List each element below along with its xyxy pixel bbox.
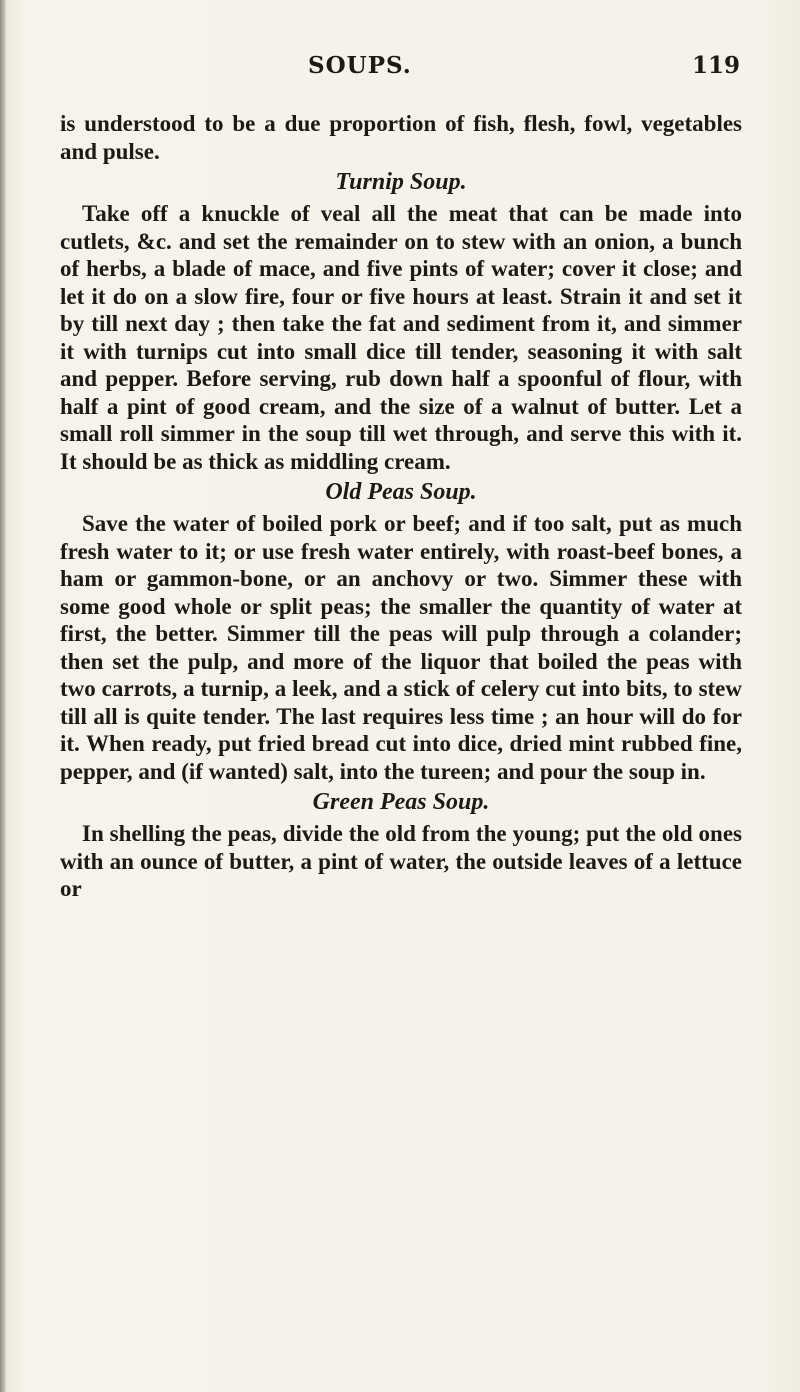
section-title-green-peas-soup: Green Peas Soup. [312,789,490,815]
intro-paragraph: is understood to be a due proportion of fish, flesh, fowl, vegetables and pulse. [60,111,742,164]
page-text [60,110,742,903]
page-number: 119 [691,52,740,79]
section-title-old-peas-soup: Old Peas Soup. [325,479,477,505]
section-text-green-peas-soup: In shelling the peas, divide the old from the young; put the old ones with an ounce of butter, a pint of water, the outside leaves of a lettuce or [60,821,742,901]
running-head [60,52,740,92]
section-text-turnip-soup: Take off a knuckle of veal all the meat that can be made into cutlets, &c. and set the remainder on to stew with an onion, a bunch of herbs, a blade of mace, and five pints of water; cover it close; and let it do on a slow fire, four or five hours at least. Strain it and set it by till next day ; then take the fat and sediment from it, and simmer it with turnips cut into small dice till tender, seasoning it with salt and pepper. Before serving, rub down half a spoonful of flour, with half a pint of good cream, and the size of a walnut of butter. Let a small roll simmer in the soup till wet through, and serve this with it. It should be as thick as middling cream. [60,201,742,474]
section-title-turnip-soup: Turnip Soup. [335,169,467,195]
running-title: SOUPS. [308,52,412,79]
page-binding-edge [0,0,6,1392]
section-text-old-peas-soup: Save the water of boiled pork or beef; and if too salt, put as much fresh water to it; or use fresh water entirely, with roast-beef bones, a ham or gammon-bone, or an anchovy or two. Simmer these with some good whole or split peas; the smaller the quantity of water at first, the better. Simmer till the peas will pulp through a colander; then set the pulp, and more of the liquor that boiled the peas with two carrots, a turnip, a leek, and a stick of celery cut into bits, to stew till all is quite tender. The last requires less time ; an hour will do for it. When ready, put fried bread cut into dice, dried mint rubbed fine, pepper, and (if wanted) salt, into the tureen; and pour the soup in. [60,511,742,784]
